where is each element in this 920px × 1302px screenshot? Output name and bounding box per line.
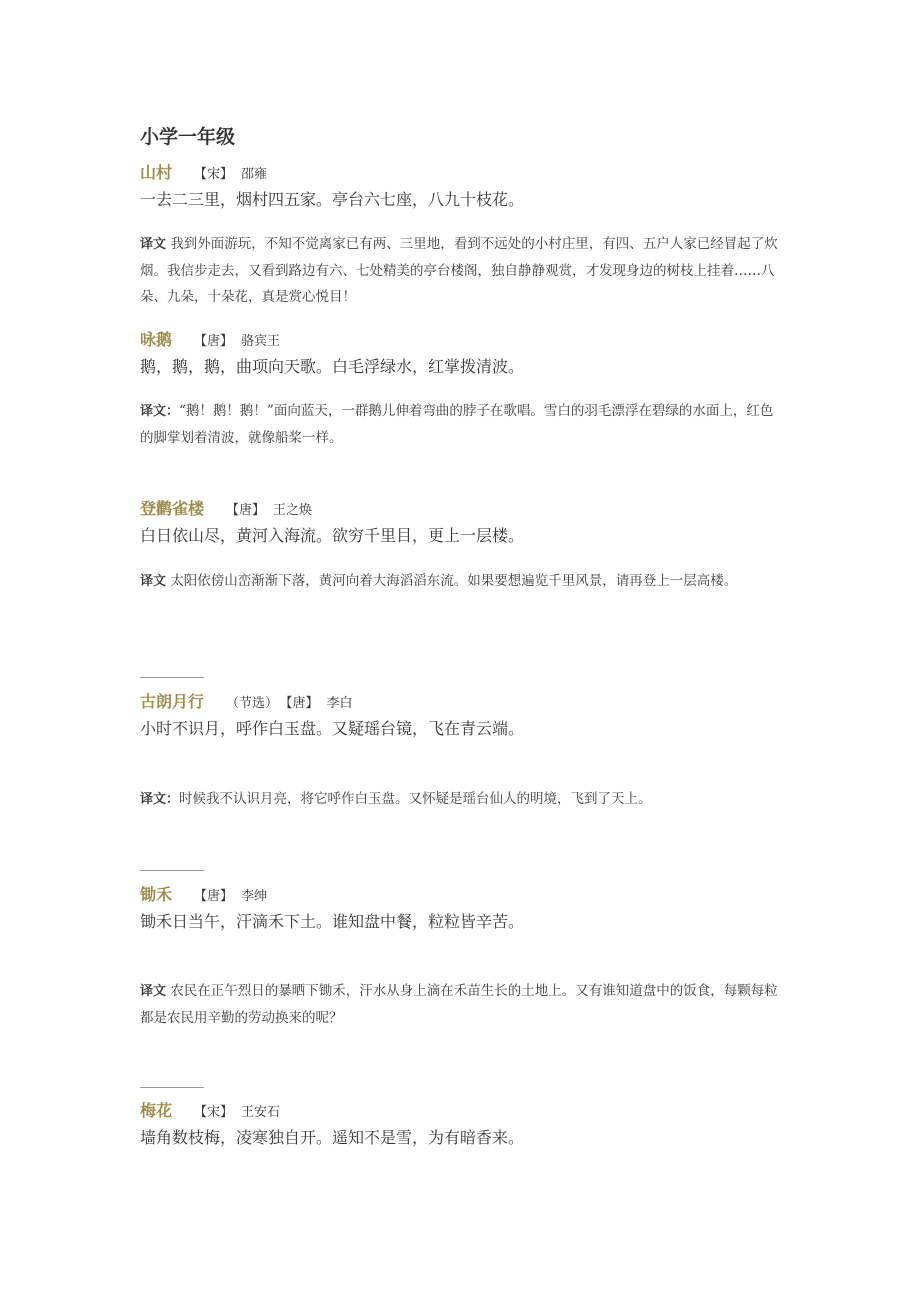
poem-title: 登鹳雀楼 (140, 499, 205, 518)
poem-title: 古朗月行 (140, 692, 205, 711)
poem-block-dengguanquelou (140, 498, 524, 548)
translation-text: 时候我不认识月亮，将它呼作白玉盘。又怀疑是瑶台仙人的明境，飞到了天上。 (179, 791, 652, 807)
poem-block-gulangyuexing (140, 691, 524, 741)
poem-author: 李白 (326, 696, 353, 711)
poem-author: 骆宾王 (241, 334, 281, 349)
poem-dynasty: 【宋】 (194, 167, 234, 182)
poem-text: 一去二三里，烟村四五家。亭台六七座，八九十枝花。 (140, 190, 525, 209)
poem-translation (140, 231, 782, 310)
translation-text: 我到外面游玩，不知不觉离家已有两、三里地，看到不远处的小村庄里，有四、五户人家已经冒起了炊烟。我信步走去，又看到路边有六、七处精美的亭台楼阁，独自静静观赏，才发现身边的树枝上挂着……八朵、九朵，十朵花，真是赏心悦目！ (140, 236, 778, 305)
poem-dynasty: 【唐】 (286, 696, 319, 711)
poem-block-yonge (140, 329, 524, 379)
translation-label: 译文： (140, 792, 180, 807)
poem-dynasty: 【唐】 (226, 503, 266, 518)
section-divider (140, 677, 204, 678)
poem-author: 王安石 (241, 1105, 281, 1120)
poem-note: （节选） (226, 696, 279, 711)
poem-text: 白日依山尽，黄河入海流。欲穷千里目，更上一层楼。 (140, 526, 525, 545)
poem-translation (140, 568, 782, 595)
poem-author: 王之焕 (273, 503, 313, 518)
poem-text: 墙角数枝梅，凌寒独自开。遥知不是雪，为有暗香来。 (140, 1128, 525, 1147)
poem-block-chuhe (140, 884, 524, 934)
translation-label: 译文： (140, 404, 180, 419)
poem-dynasty: 【宋】 (194, 1105, 234, 1120)
poem-dynasty: 【唐】 (194, 334, 234, 349)
poem-title: 山村 (140, 163, 173, 182)
section-divider (140, 870, 204, 871)
page-heading: 小学一年级 (140, 126, 236, 148)
poem-title: 梅花 (140, 1101, 173, 1120)
poem-translation (140, 398, 782, 451)
poem-dynasty: 【唐】 (194, 889, 234, 904)
poem-author: 邵雍 (241, 167, 268, 182)
translation-text: 农民在正午烈日的暴晒下锄禾，汗水从身上滴在禾苗生长的土地上。又有谁知道盘中的饭食，每颗每粒都是农民用辛勤的劳动换来的呢？ (140, 983, 778, 1026)
translation-label: 译文 (140, 237, 167, 252)
poem-title: 锄禾 (140, 885, 173, 904)
translation-text: 太阳依傍山峦渐渐下落，黄河向着大海滔滔东流。如果要想遍览千里风景，请再登上一层高楼。 (170, 573, 738, 589)
poem-translation (140, 978, 782, 1031)
poem-author: 李绅 (241, 889, 268, 904)
translation-label: 译文 (140, 574, 167, 589)
section-divider (140, 1087, 204, 1088)
translation-label: 译文 (140, 984, 167, 999)
translation-text: “鹅！鹅！鹅！”面向蓝天，一群鹅儿伸着弯曲的脖子在歌唱。雪白的羽毛漂浮在碧绿的水面上，红色的脚掌划着清波，就像船桨一样。 (140, 403, 774, 446)
poem-translation (140, 786, 782, 813)
poem-text: 锄禾日当午，汗滴禾下土。谁知盘中餐，粒粒皆辛苦。 (140, 912, 525, 931)
poem-text: 小时不识月，呼作白玉盘。又疑瑶台镜，飞在青云端。 (140, 719, 525, 738)
poem-block-shancun (140, 162, 524, 212)
poem-title: 咏鹅 (140, 330, 173, 349)
poem-block-meihua (140, 1100, 524, 1150)
poem-text: 鹅，鹅，鹅，曲项向天歌。白毛浮绿水，红掌拨清波。 (140, 357, 525, 376)
